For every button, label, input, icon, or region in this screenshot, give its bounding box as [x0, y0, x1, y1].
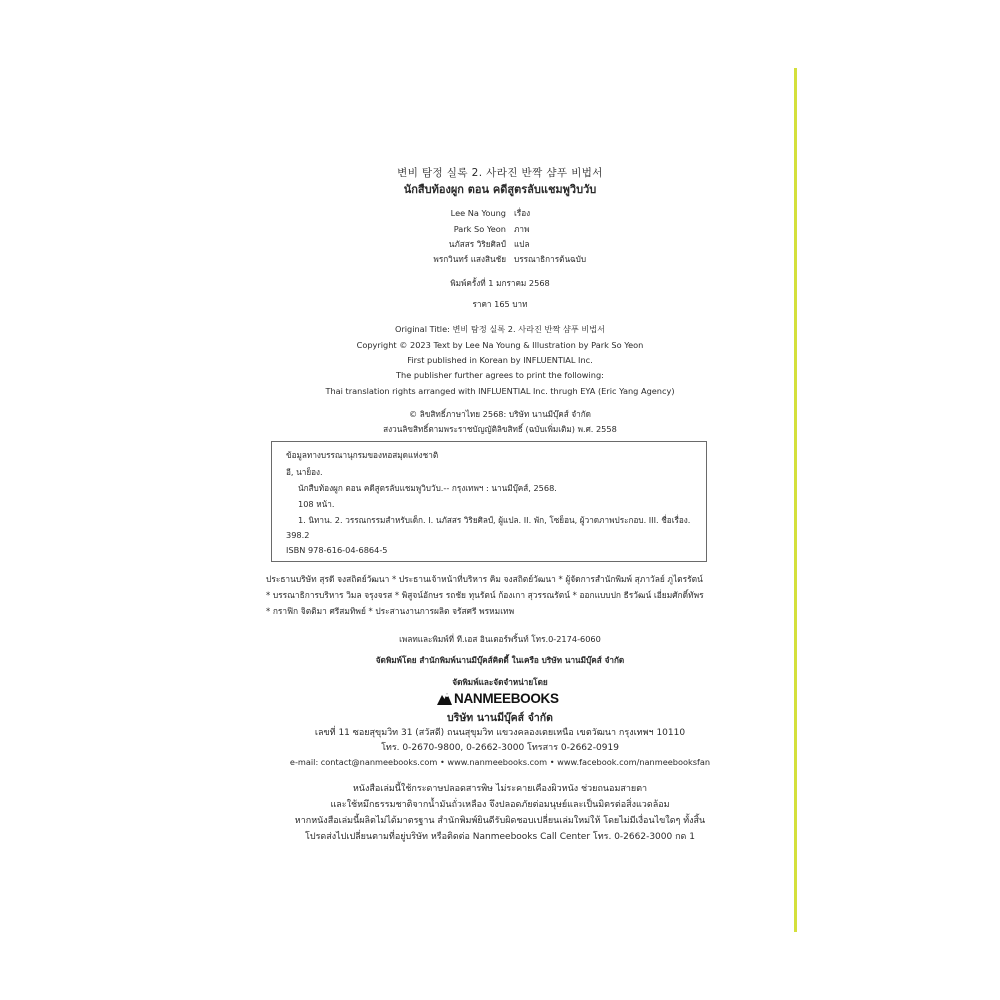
- copyright-line: Copyright © 2023 Text by Lee Na Young & Illustration by Park So Yeon: [356, 340, 644, 350]
- company-name: บริษัท นานมีบุ๊คส์ จำกัด: [447, 712, 553, 724]
- staff-line: * บรรณาธิการบริหาร วิมล จรุงจรส * พิสูจน์อักษร รถชัย ทุนรัตน์ ก้องเกา สุวรรณรัตน์ * ออกแบบปก ธีรวัฒน์ เอี่ยมศักดิ์ทัพร: [266, 590, 704, 600]
- thai-rights-line: Thai translation rights arranged with INFLUENTIAL Inc. thrugh EYA (Eric Yang Agency): [325, 386, 675, 396]
- credit-translator: [380, 238, 530, 251]
- publisher-line: จัดพิมพ์โดย สำนักพิมพ์นานมีบุ๊คส์คิดดี้ ในเครือ บริษัท นานมีบุ๊คส์ จำกัด: [375, 655, 625, 665]
- mountain-logo-icon: [437, 692, 452, 705]
- print-date: พิมพ์ครั้งที่ 1 มกราคม 2568: [450, 278, 550, 288]
- cip-classification: 398.2: [286, 530, 310, 540]
- credit-role: บรรณาธิการต้นฉบับ: [514, 254, 587, 264]
- credit-editor: [380, 253, 586, 266]
- cip-title: นักสืบท้องผูก ตอน คดีสูตรลับแชมพูวิบวับ.-- กรุงเทพฯ : นานมีบุ๊คส์, 2568.: [298, 483, 557, 493]
- note-line: โปรดส่งไปเปลี่ยนตามที่อยู่บริษัท หรือติดต่อ Nanmeebooks Call Center โทร. 0-2662-3000 กด 1: [305, 832, 695, 842]
- nanmeebooks-logo: [437, 690, 559, 706]
- credit-name: Lee Na Young: [450, 208, 506, 218]
- company-contact: e-mail: contact@nanmeebooks.com • www.nanmeebooks.com • www.facebook.com/nanmeebooksfan: [289, 757, 711, 767]
- original-title: Original Title: 변비 탐정 실록 2. 사라진 반짝 샴푸 비법서: [394, 324, 606, 334]
- cip-author: อี, นาย็อง.: [286, 467, 323, 477]
- cip-subjects: 1. นิทาน. 2. วรรณกรรมสำหรับเด็ก. I. นภัสสร วิริยศิลป์, ผู้แปล. II. พัก, โซย็อน, ผู้วาดภาพประกอบ. III. ชื่อเรื่อง.: [298, 515, 691, 525]
- korean-title: 변비 탐정 실록 2. 사라진 반짝 샴푸 비법서: [397, 167, 603, 179]
- thai-copyright: © ลิขสิทธิ์ภาษาไทย 2568: บริษัท นานมีบุ๊คส์ จำกัด: [408, 409, 592, 419]
- credit-name: พรกวินทร์ แสงสินชัย: [433, 254, 506, 264]
- credit-author: [380, 207, 530, 220]
- credit-illustrator: [380, 223, 529, 236]
- distributor-label: จัดพิมพ์และจัดจำหน่ายโดย: [452, 677, 548, 687]
- credit-role: แปล: [514, 239, 530, 249]
- cip-box: [271, 441, 707, 562]
- copyright-act: สงวนลิขสิทธิ์ตามพระราชบัญญัติลิขสิทธิ์ (ฉบับเพิ่มเติม) พ.ศ. 2558: [383, 424, 617, 434]
- credit-name: นภัสสร วิริยศิลป์: [448, 239, 506, 249]
- company-phone: โทร. 0-2670-9800, 0-2662-3000 โทรสาร 0-2662-0919: [381, 743, 619, 753]
- credit-role: เรื่อง: [514, 208, 531, 218]
- staff-line: * กราฟิก จิตติมา ศรีสมทิพย์ * ประสานงานการผลิต จรัสศรี พรหมเทพ: [266, 606, 515, 616]
- note-line: และใช้หมึกธรรมชาติจากน้ำมันถั่วเหลือง จึงปลอดภัยต่อมนุษย์และเป็นมิตรต่อสิ่งแวดล้อม: [330, 800, 670, 810]
- note-line: หนังสือเล่มนี้ใช้กระดาษปลอดสารพิษ ไม่ระคายเคืองผิวหนัง ช่วยถนอมสายตา: [352, 784, 648, 794]
- printer-info: เพลทและพิมพ์ที่ ที.เอส อินเตอร์พริ้นท์ โทร.0-2174-6060: [399, 634, 601, 644]
- note-line: หากหนังสือเล่มนี้ผลิตไม่ได้มาตรฐาน สำนักพิมพ์ยินดีรับผิดชอบเปลี่ยนเล่มใหม่ให้ โดยไม่มีเงื่อนไขใดๆ ทั้งสิ้น: [294, 816, 706, 826]
- cip-heading: ข้อมูลทางบรรณานุกรมของหอสมุดแห่งชาติ: [286, 450, 439, 460]
- credit-name: Park So Yeon: [453, 224, 506, 234]
- credit-role: ภาพ: [514, 224, 530, 234]
- company-address: เลขที่ 11 ซอยสุขุมวิท 31 (สวัสดี) ถนนสุขุมวิท แขวงคลองเตยเหนือ เขตวัฒนา กรุงเทพฯ 10110: [314, 728, 686, 738]
- spine-line: [794, 68, 797, 932]
- cip-isbn: ISBN 978-616-04-6864-5: [286, 545, 388, 555]
- cip-pages: 108 หน้า.: [298, 499, 335, 509]
- publisher-agreement: The publisher further agrees to print the following:: [396, 370, 604, 380]
- price: ราคา 165 บาท: [472, 299, 528, 309]
- logo-text: NANMEEBOOKS: [454, 690, 559, 706]
- first-published: First published in Korean by INFLUENTIAL Inc.: [407, 355, 593, 365]
- thai-title: นักสืบท้องผูก ตอน คดีสูตรลับแชมพูวิบวับ: [403, 183, 597, 196]
- staff-line: ประธานบริษัท สุรดี จงสถิตย์วัฒนา * ประธานเจ้าหน้าที่บริหาร คิม จงสถิตย์วัฒนา * ผู้จัดการสำนักพิมพ์ สุภาวัลย์ ภูไตรรัตน์: [266, 574, 703, 584]
